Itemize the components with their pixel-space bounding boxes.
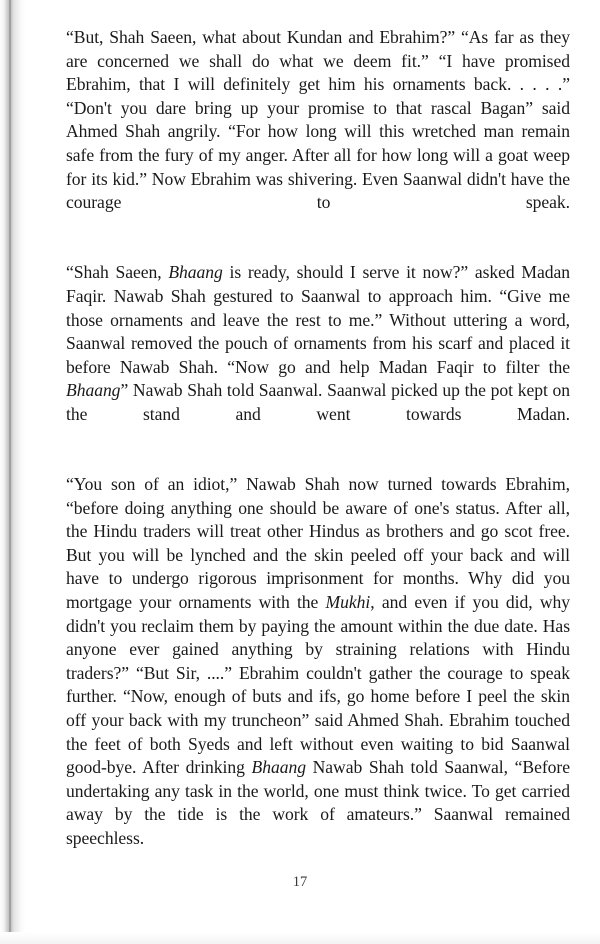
paragraph-text: , and even if you did, why didn't you reclaim them by paying the amount within the due date. Has anyone ever gained anything by straining relations with Hindu traders?” “But Sir, ....” Ebrahim couldn't gather the courage to speak further. “Now, enough of buts and ifs, go home before I peel the skin off your back with my truncheon” said Ahmed Shah. Ebrahim touched the feet of both Syeds and left without even waiting to bid Saanwal good-bye. After drinking xyxy=(66,592,571,778)
emphasized-term: Bhaang xyxy=(251,757,306,778)
paragraph-text: Nawab Shah told Saanwal, “Before undertaking any task in the world, one must think twice. To get carried away by the tide is the work of amateurs.” Saanwal remained speechless. xyxy=(66,757,570,848)
scan-bottom-fade xyxy=(0,932,600,944)
page-number: 17 xyxy=(292,874,308,890)
body-paragraph xyxy=(66,473,570,874)
emphasized-term: Mukhi xyxy=(325,592,371,613)
emphasized-term: Bhaang xyxy=(66,380,121,401)
paragraph-text: “But, Shah Saeen, what about Kundan and Ebrahim?” “As far as they are concerned we shall do what we deem fit.” “I have promised Ebrahim, that I will definitely get him his ornaments back. . . . .” “Don't you dare bring up your promise to that rascal Bagan” said Ahmed Shah angrily. “For how long will this wretched man remain safe from the fury of my anger. After all for how long will a goat weep for its kid.” Now Ebrahim was shivering. Even Saanwal didn't have the courage to speak. xyxy=(66,27,570,213)
paragraph-text: “Shah Saeen, xyxy=(66,262,169,283)
emphasized-term: Bhaang xyxy=(168,262,223,283)
page-body-text xyxy=(66,26,570,874)
paragraph-text: “You son of an idiot,” Nawab Shah now turned towards Ebrahim, “before doing anything one should be aware of one's status. After all, the Hindu traders will treat other Hindus as brothers and go scot free. But you will be lynched and the skin peeled off your back and will have to undergo rigorous imprisonment for months. Why did you mortgage your ornaments with the xyxy=(66,474,570,613)
scan-gutter-line xyxy=(9,0,11,936)
body-paragraph xyxy=(66,261,570,450)
body-paragraph xyxy=(66,26,570,238)
scan-gutter-shadow xyxy=(0,0,26,944)
paragraph-text: is ready, should I serve it now?” asked Madan Faqir. Nawab Shah gestured to Saanwal to approach him. “Give me those ornaments and leave the rest to me.” Without uttering a word, Saanwal removed the pouch of ornaments from his scarf and placed it before Nawab Shah. “Now go and help Madan Faqir to filter the xyxy=(66,262,571,377)
paragraph-text: ” Nawab Shah told Saanwal. Saanwal picked up the pot kept on the stand and went towards Madan. xyxy=(66,380,570,424)
